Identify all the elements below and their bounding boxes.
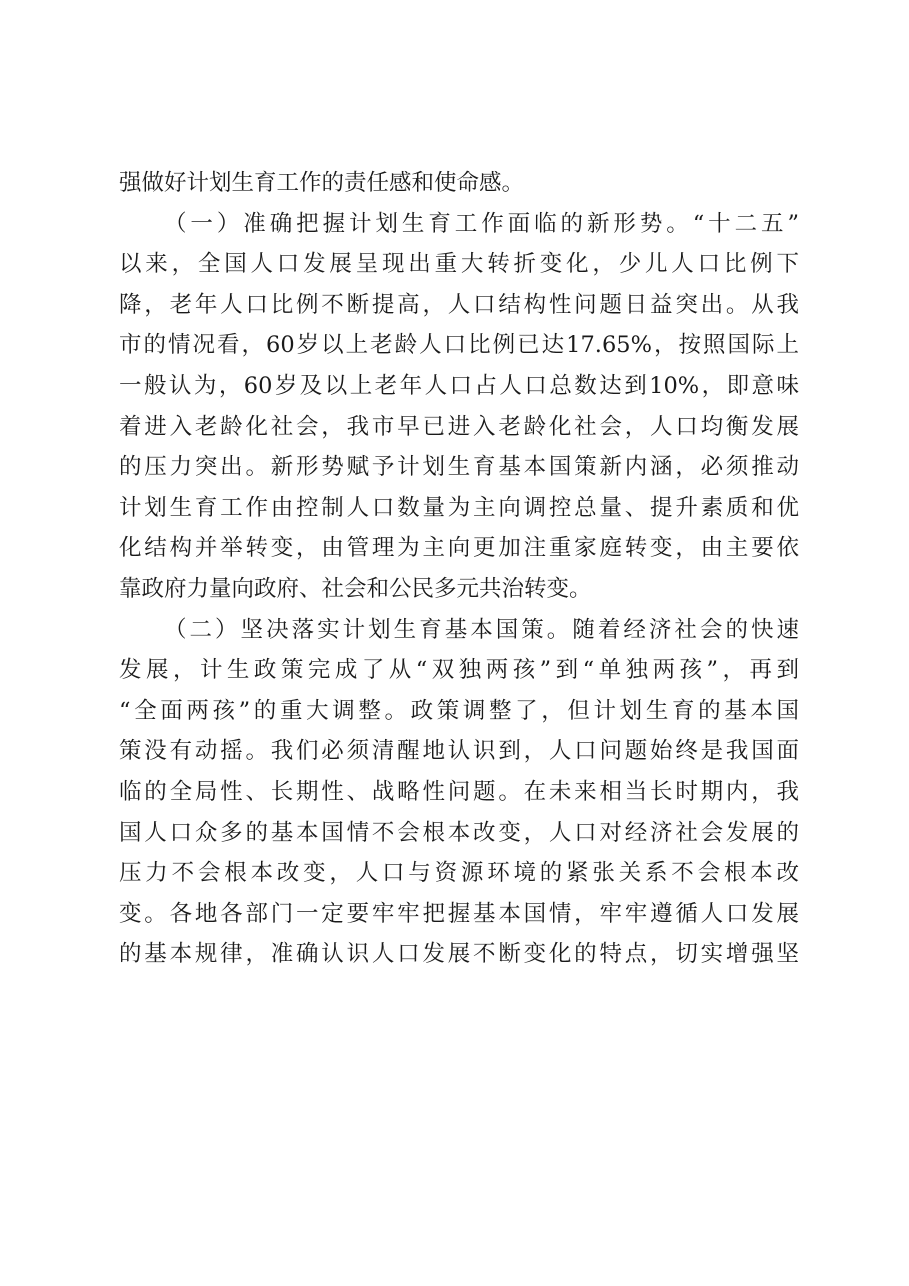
text-line: 的压力突出。新形势赋予计划生育基本国策新内涵，必须推动: [119, 454, 799, 481]
text-line: “全面两孩”的重大调整。政策调整了，但计划生育的基本国: [119, 697, 799, 724]
text-line: 一般认为，60岁及以上老年人口占人口总数达到10%，即意味: [119, 372, 799, 399]
text-line: 着进入老龄化社会，我市早已进入老龄化社会，人口均衡发展: [119, 413, 799, 440]
text-line: 靠政府力量向政府、社会和公民多元共治转变。: [119, 575, 592, 602]
text-line: 降，老年人口比例不断提高，人口结构性问题日益突出。从我: [119, 291, 799, 318]
paragraph-heading-line: （一）准确把握计划生育工作面临的新形势。“十二五”: [164, 210, 799, 237]
text-line: 强做好计划生育工作的责任感和使命感。: [119, 170, 525, 196]
document-body: [119, 163, 799, 975]
text-line: 国人口众多的基本国情不会根本改变，人口对经济社会发展的: [119, 819, 799, 846]
text-line: 策没有动摇。我们必须清醒地认识到，人口问题始终是我国面: [119, 738, 799, 765]
text-line: 市的情况看，60岁以上老龄人口比例已达17.65%，按照国际上: [119, 332, 799, 359]
text-line: 发展，计生政策完成了从“双独两孩”到“单独两孩”，再到: [119, 657, 799, 684]
text-line: 临的全局性、长期性、战略性问题。在未来相当长时期内，我: [119, 778, 799, 805]
text-line: 变。各地各部门一定要牢牢把握基本国情，牢牢遵循人口发展: [119, 900, 799, 927]
text-line: 以来，全国人口发展呈现出重大转折变化，少儿人口比例下: [119, 251, 799, 278]
paragraph-heading-line: （二）坚决落实计划生育基本国策。随着经济社会的快速: [164, 616, 799, 643]
text-line: 压力不会根本改变，人口与资源环境的紧张关系不会根本改: [119, 860, 799, 887]
text-line: 化结构并举转变，由管理为主向更加注重家庭转变，由主要依: [119, 535, 799, 562]
text-line: 计划生育工作由控制人口数量为主向调控总量、提升素质和优: [119, 494, 799, 521]
text-line: 的基本规律，准确认识人口发展不断变化的特点，切实增强坚: [119, 941, 799, 968]
